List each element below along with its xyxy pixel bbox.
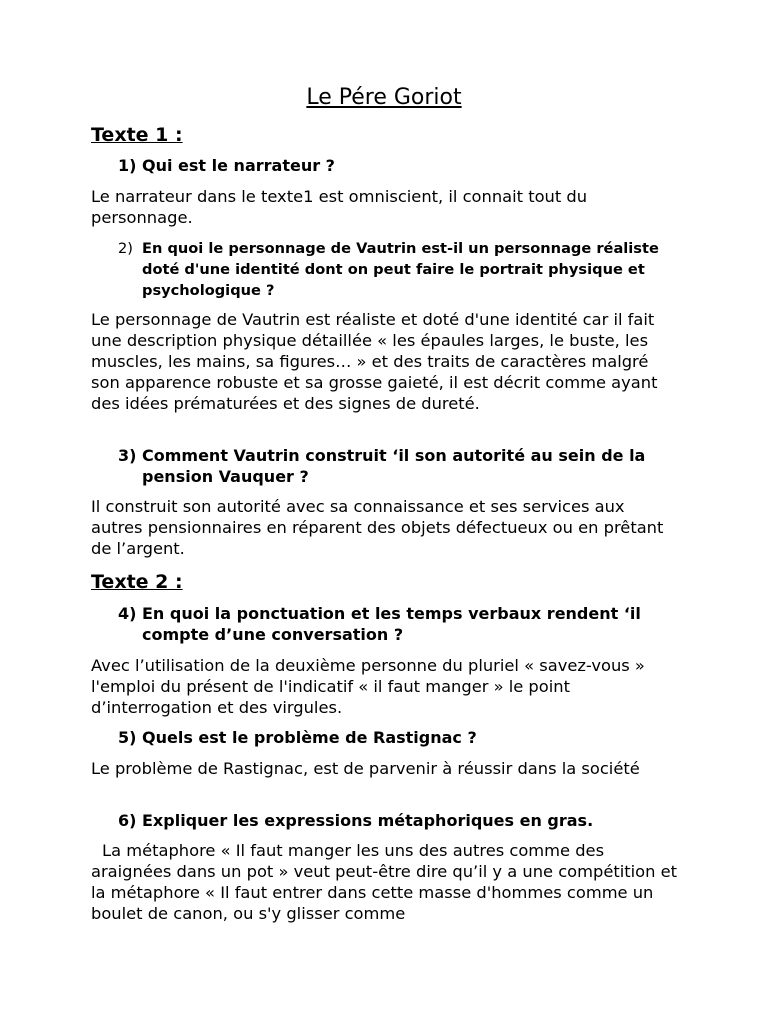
answer-1: Le narrateur dans le texte1 est omniscient, il connait tout du personnage. [91, 187, 588, 227]
section-heading-texte-1: Texte 1 : [91, 124, 183, 146]
answer-5: Le problème de Rastignac, est de parvenir à réussir dans la société [91, 759, 640, 778]
question-5 [118, 727, 678, 748]
question-number: 1) [118, 156, 137, 175]
question-number: 6) [118, 811, 137, 830]
question-text: En quoi le personnage de Vautrin est-il un personnage réaliste doté d'une identité dont on peut faire le portrait physique et psychologique ? [142, 240, 659, 299]
section-heading-texte-2: Texte 2 : [91, 571, 183, 593]
question-text: Expliquer les expressions métaphoriques en gras. [142, 811, 594, 830]
question-4 [118, 603, 678, 645]
question-number: 5) [118, 728, 137, 747]
question-number: 4) [118, 604, 137, 623]
question-text: Quels est le problème de Rastignac ? [142, 728, 477, 747]
question-1 [118, 155, 678, 176]
page-title: Le Pére Goriot [306, 85, 462, 110]
answer-4: Avec l’utilisation de la deuxième personne du pluriel « savez-vous » l'emploi du présent de l'indicatif « il faut manger » le point d’interrogation et des virgules. [91, 656, 645, 717]
question-text: Qui est le narrateur ? [142, 156, 335, 175]
question-2 [118, 238, 678, 301]
question-text: Comment Vautrin construit ‘il son autorité au sein de la pension Vauquer ? [142, 446, 646, 486]
answer-2: Le personnage de Vautrin est réaliste et doté d'une identité car il fait une description physique détaillée « les épaules larges, le buste, les muscles, les mains, sa figures… » et des traits de caractères malgré son apparence robuste et sa grosse gaieté, il est décrit comme ayant des idées prématurées et des signes de dureté. [91, 310, 658, 413]
question-text: En quoi la ponctuation et les temps verbaux rendent ‘il compte d’une conversation ? [142, 604, 641, 644]
answer-3: Il construit son autorité avec sa connaissance et ses services aux autres pensionnaires en réparent des objets défectueux ou en prêtant de l’argent. [91, 497, 664, 558]
answer-6: La métaphore « Il faut manger les uns des autres comme des araignées dans un pot » veut peut-être dire qu’il y a une compétition et la métaphore « Il faut entrer dans cette masse d'hommes comme un boulet de canon, ou s'y glisser comme [91, 841, 678, 923]
question-number: 2) [118, 240, 133, 257]
question-3 [118, 445, 678, 487]
question-6 [118, 810, 678, 831]
question-number: 3) [118, 446, 137, 465]
